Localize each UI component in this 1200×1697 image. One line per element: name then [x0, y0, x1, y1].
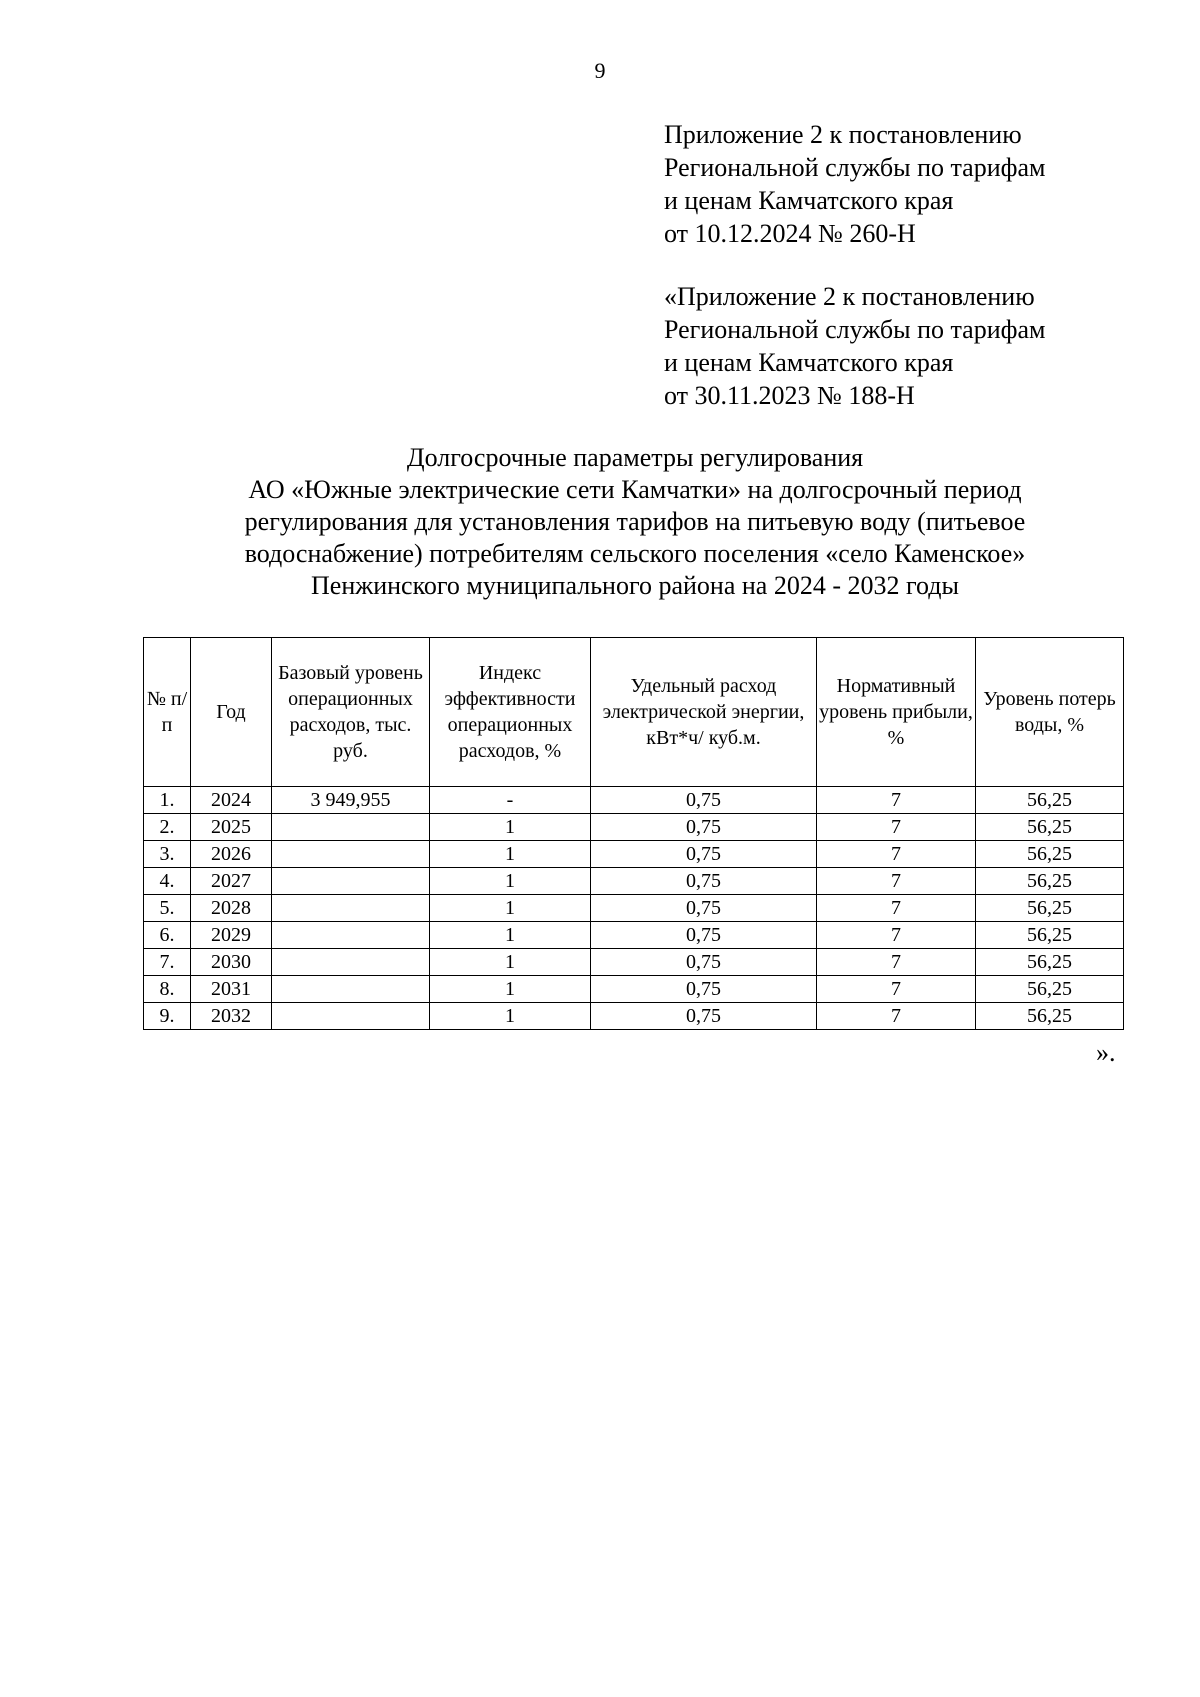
cell-profit-level: 7 — [817, 922, 976, 949]
annex-line: и ценам Камчатского края — [664, 348, 954, 377]
table-row — [144, 787, 1124, 814]
cell-year: 2031 — [191, 976, 272, 1003]
table-row — [144, 1003, 1124, 1030]
cell-profit-level: 7 — [817, 841, 976, 868]
cell-efficiency-index: 1 — [430, 895, 591, 922]
cell-water-loss: 56,25 — [976, 841, 1124, 868]
column-header-energy-consumption: Удельный расход электрической энергии, кВт*ч/ куб.м. — [591, 638, 817, 787]
cell-efficiency-index: 1 — [430, 976, 591, 1003]
page-number: 9 — [594, 58, 606, 83]
cell-profit-level: 7 — [817, 976, 976, 1003]
cell-base-opex: 3 949,955 — [272, 787, 430, 814]
cell-energy-consumption: 0,75 — [591, 895, 817, 922]
cell-number: 6. — [144, 922, 191, 949]
annex-line: Региональной службы по тарифам — [664, 153, 1046, 182]
cell-water-loss: 56,25 — [976, 922, 1124, 949]
table-header-row — [144, 638, 1124, 787]
cell-base-opex — [272, 949, 430, 976]
table-row — [144, 814, 1124, 841]
regulation-parameters-table — [143, 637, 1124, 1030]
cell-water-loss: 56,25 — [976, 949, 1124, 976]
annex-line: «Приложение 2 к постановлению — [664, 282, 1035, 311]
table-body — [144, 787, 1124, 1030]
cell-year: 2029 — [191, 922, 272, 949]
cell-base-opex — [272, 1003, 430, 1030]
cell-efficiency-index: 1 — [430, 1003, 591, 1030]
annex-reference-new — [664, 118, 1045, 250]
annex-line: и ценам Камчатского края — [664, 186, 954, 215]
column-header-base-opex: Базовый уровень операционных расходов, тыс. руб. — [272, 638, 430, 787]
cell-profit-level: 7 — [817, 895, 976, 922]
table-row — [144, 895, 1124, 922]
column-header-water-loss: Уровень потерь воды, % — [976, 638, 1124, 787]
cell-base-opex — [272, 922, 430, 949]
column-header-profit-level: Нормативный уровень прибыли, % — [817, 638, 976, 787]
annex-line: Региональной службы по тарифам — [664, 315, 1046, 344]
cell-water-loss: 56,25 — [976, 1003, 1124, 1030]
cell-water-loss: 56,25 — [976, 814, 1124, 841]
cell-energy-consumption: 0,75 — [591, 814, 817, 841]
title-line: АО «Южные электрические сети Камчатки» на долгосрочный период — [248, 475, 1022, 504]
title-line: Пенжинского муниципального района на 2024 - 2032 годы — [311, 571, 959, 600]
closing-quote-mark: ». — [1096, 1038, 1116, 1067]
table-row — [144, 949, 1124, 976]
cell-energy-consumption: 0,75 — [591, 976, 817, 1003]
column-header-year: Год — [191, 638, 272, 787]
annex-reference-old — [664, 280, 1045, 412]
cell-number: 1. — [144, 787, 191, 814]
cell-number: 4. — [144, 868, 191, 895]
cell-base-opex — [272, 976, 430, 1003]
cell-year: 2032 — [191, 1003, 272, 1030]
cell-efficiency-index: 1 — [430, 841, 591, 868]
cell-number: 3. — [144, 841, 191, 868]
cell-energy-consumption: 0,75 — [591, 841, 817, 868]
cell-number: 5. — [144, 895, 191, 922]
cell-year: 2026 — [191, 841, 272, 868]
table-row — [144, 922, 1124, 949]
cell-year: 2024 — [191, 787, 272, 814]
annex-line: Приложение 2 к постановлению — [664, 120, 1022, 149]
cell-energy-consumption: 0,75 — [591, 787, 817, 814]
column-header-number: № п/п — [144, 638, 191, 787]
table-row — [144, 868, 1124, 895]
cell-efficiency-index: 1 — [430, 922, 591, 949]
cell-year: 2030 — [191, 949, 272, 976]
cell-number: 7. — [144, 949, 191, 976]
cell-water-loss: 56,25 — [976, 868, 1124, 895]
annex-line: от 30.11.2023 № 188-Н — [664, 381, 915, 410]
cell-profit-level: 7 — [817, 1003, 976, 1030]
cell-water-loss: 56,25 — [976, 976, 1124, 1003]
cell-energy-consumption: 0,75 — [591, 1003, 817, 1030]
table-row — [144, 841, 1124, 868]
title-line: Долгосрочные параметры регулирования — [406, 443, 864, 472]
cell-profit-level: 7 — [817, 814, 976, 841]
cell-profit-level: 7 — [817, 949, 976, 976]
cell-year: 2028 — [191, 895, 272, 922]
table-row — [144, 976, 1124, 1003]
cell-energy-consumption: 0,75 — [591, 922, 817, 949]
column-header-efficiency-index: Индекс эффективности операционных расходов, % — [430, 638, 591, 787]
cell-year: 2025 — [191, 814, 272, 841]
title-line: водоснабжение) потребителям сельского поселения «село Каменское» — [244, 539, 1026, 568]
cell-water-loss: 56,25 — [976, 787, 1124, 814]
cell-efficiency-index: 1 — [430, 814, 591, 841]
cell-base-opex — [272, 868, 430, 895]
cell-year: 2027 — [191, 868, 272, 895]
cell-energy-consumption: 0,75 — [591, 868, 817, 895]
cell-efficiency-index: 1 — [430, 949, 591, 976]
cell-base-opex — [272, 814, 430, 841]
cell-base-opex — [272, 895, 430, 922]
cell-base-opex — [272, 841, 430, 868]
cell-efficiency-index: - — [430, 787, 591, 814]
cell-profit-level: 7 — [817, 868, 976, 895]
cell-number: 8. — [144, 976, 191, 1003]
cell-number: 9. — [144, 1003, 191, 1030]
annex-line: от 10.12.2024 № 260-Н — [664, 219, 916, 248]
document-title — [0, 442, 1200, 602]
cell-energy-consumption: 0,75 — [591, 949, 817, 976]
title-line: регулирования для установления тарифов на питьевую воду (питьевое — [244, 507, 1026, 536]
cell-profit-level: 7 — [817, 787, 976, 814]
cell-number: 2. — [144, 814, 191, 841]
cell-water-loss: 56,25 — [976, 895, 1124, 922]
cell-efficiency-index: 1 — [430, 868, 591, 895]
